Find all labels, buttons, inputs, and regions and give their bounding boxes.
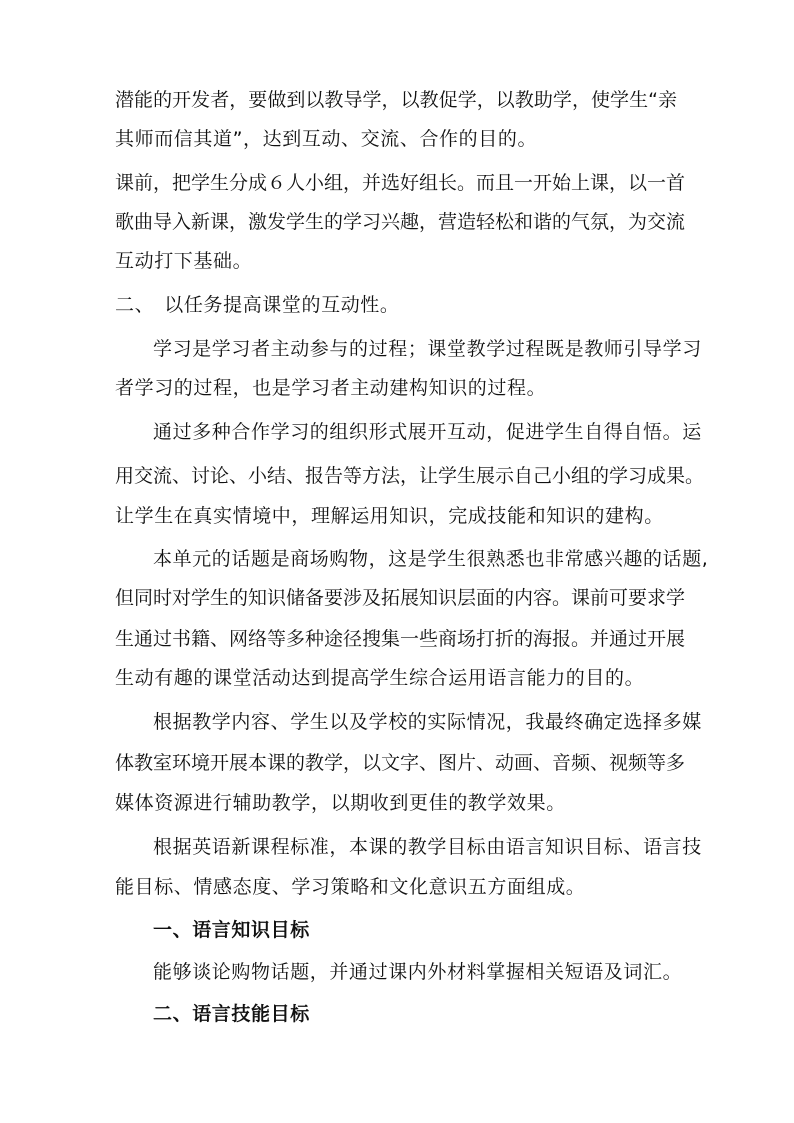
subheading-language-knowledge: 一、语言知识目标 xyxy=(153,919,310,941)
text-line: 媒体资源进行辅助教学，以期收到更佳的教学效果。 xyxy=(115,792,566,814)
paragraph-first-line: 本单元的话题是商场购物，这是学生很熟悉也非常感兴趣的话题, xyxy=(153,548,709,570)
subheading-language-skills: 二、语言技能目标 xyxy=(153,1003,310,1025)
text-line: 能目标、情感态度、学习策略和文化意识五方面组成。 xyxy=(115,876,586,898)
text-line: 但同时对学生的知识储备要涉及拓展知识层面的内容。课前可要求学 xyxy=(115,587,686,609)
paragraph-first-line: 根据英语新课程标准，本课的教学目标由语言知识目标、语言技 xyxy=(153,836,702,858)
text-line: 互动打下基础。 xyxy=(115,250,253,272)
text-line: 其师而信其道”，达到互动、交流、合作的目的。 xyxy=(115,128,538,150)
text-line: 潜能的开发者，要做到以教导学，以教促学，以教助学，使学生“亲 xyxy=(115,89,677,111)
paragraph-first-line: 通过多种合作学习的组织形式展开互动，促进学生自得自悟。运 xyxy=(153,421,702,443)
section-heading: 二、 以任务提高课堂的互动性。 xyxy=(115,294,400,316)
text-line: 者学习的过程，也是学习者主动建构知识的过程。 xyxy=(115,377,547,399)
text-line: 生动有趣的课堂活动达到提高学生综合运用语言能力的目的。 xyxy=(115,667,645,689)
text-line: 课前，把学生分成６人小组，并选好组长。而且一开始上课，以一首 xyxy=(115,172,686,194)
paragraph-first-line: 学习是学习者主动参与的过程；课堂教学过程既是教师引导学习 xyxy=(153,338,702,360)
text-line: 生通过书籍、网络等多种途径搜集一些商场打折的海报。并通过开展 xyxy=(115,628,686,650)
text-line: 用交流、讨论、小结、报告等方法，让学生展示自己小组的学习成果。 xyxy=(115,465,705,487)
paragraph-first-line: 根据教学内容、学生以及学校的实际情况，我最终确定选择多媒 xyxy=(153,711,702,733)
text-line: 体教室环境开展本课的教学，以文字、图片、动画、音频、视频等多 xyxy=(115,752,686,774)
text-line: 让学生在真实情境中，理解运用知识，完成技能和知识的建构。 xyxy=(115,505,664,527)
text-line: 歌曲导入新课，激发学生的学习兴趣，营造轻松和谐的气氛，为交流 xyxy=(115,211,686,233)
paragraph-first-line: 能够谈论购物话题，并通过课内外材料掌握相关短语及词汇。 xyxy=(153,961,683,983)
